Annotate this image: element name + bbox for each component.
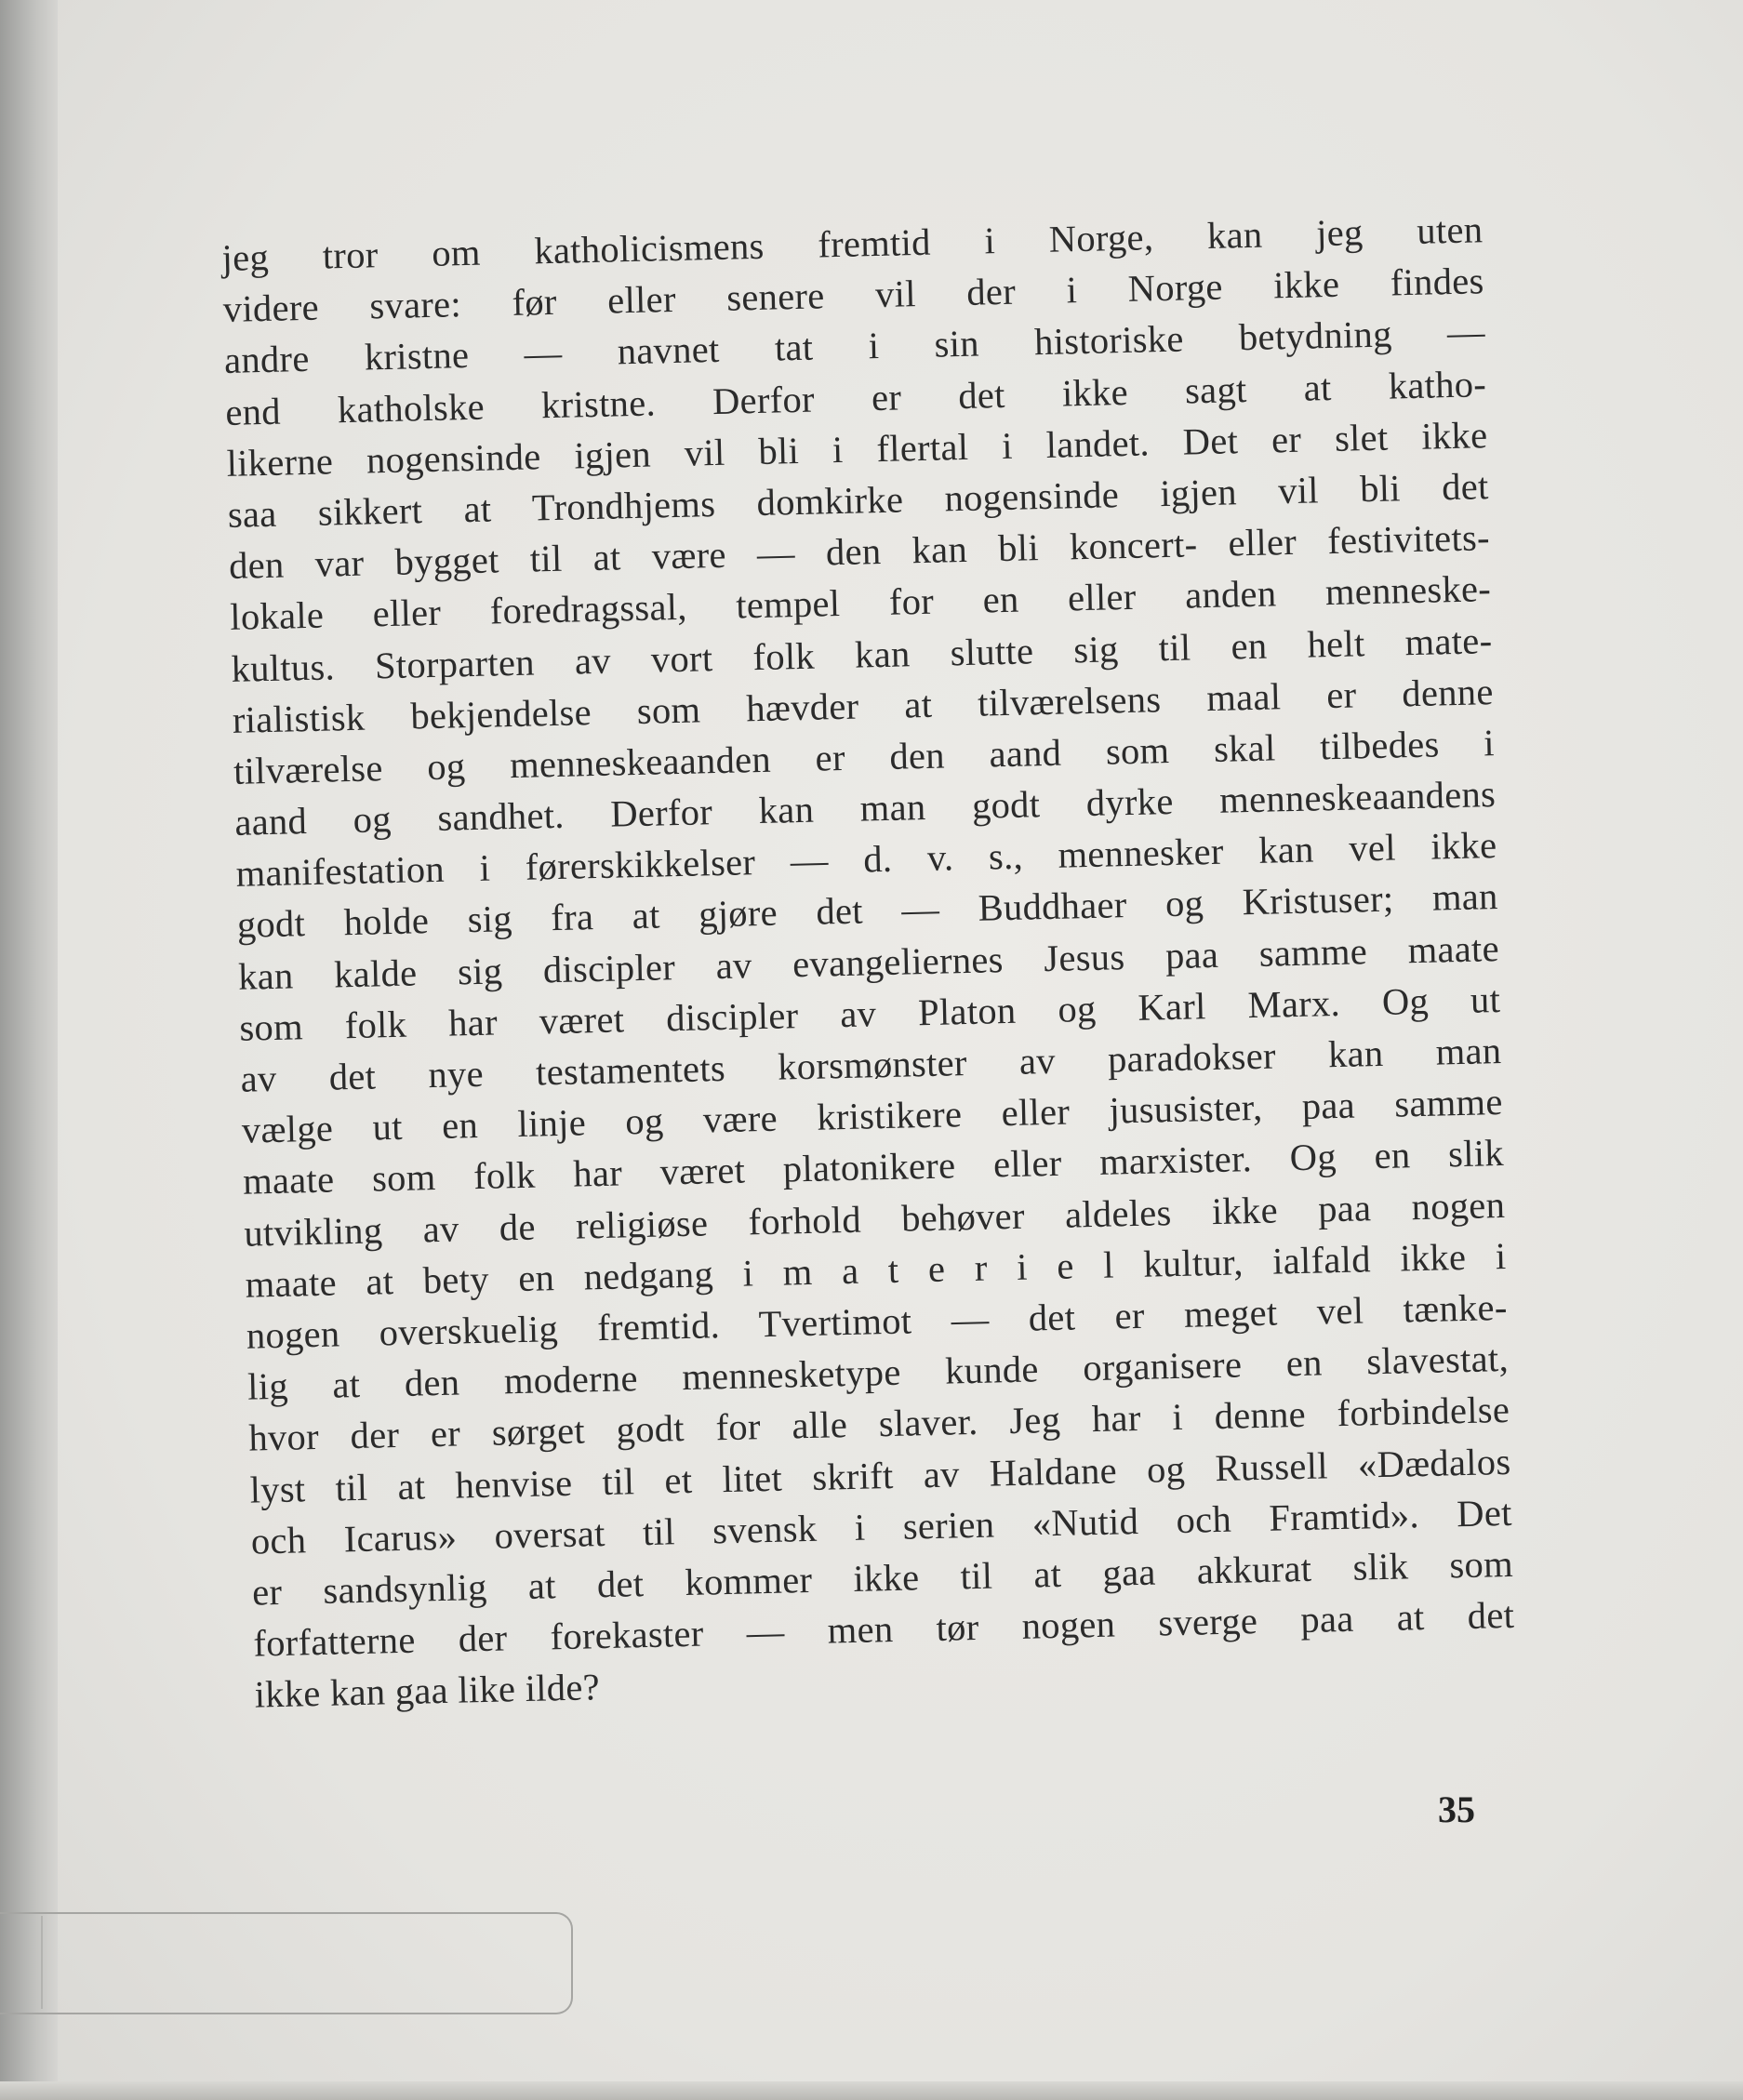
page-number: 35: [1438, 1788, 1475, 1830]
text-line: ikke kan gaa like ilde?: [254, 1666, 601, 1716]
text-line: er sandsynlig at det kommer ikke til at gaa akkurat slik som: [251, 1542, 1514, 1614]
text-line: som folk har været discipler av Platon og Karl Marx. Og ut: [238, 977, 1501, 1049]
text-line: tilværelse og menneskeaanden er den aand som skal tilbedes i: [233, 721, 1496, 792]
text-line: av det nye testamentets korsmønster av paradokser kan man: [240, 1030, 1502, 1100]
text-line: end katholske kristne. Derfor er det ikke sagt at katho-: [224, 362, 1487, 433]
text-line: utvikling av de religiøse forhold behøver aldeles ikke paa nogen: [243, 1183, 1506, 1255]
text-line: nogen overskuelig fremtid. Tvertimot — det er meget vel tænke-: [246, 1285, 1509, 1357]
text-line: aand og sandhet. Derfor kan man godt dyrke menneskeaandens: [233, 773, 1497, 844]
text-line: den var bygget til at være — den kan bli koncert- eller festivitets-: [228, 516, 1491, 588]
text-line: saa sikkert at Trondhjems domkirke nogensinde igjen vil bli det: [227, 465, 1490, 536]
text-line: lokale eller foredragssal, tempel for en eller anden menneske-: [229, 567, 1492, 639]
text-line: rialistisk bekjendelse som hævder at tilværelsens maal er denne: [232, 670, 1495, 741]
text-line: maate som folk har været platonikere eller marxister. Og en slik: [242, 1132, 1505, 1203]
text-line: kan kalde sig discipler av evangeliernes Jesus paa samme maate: [237, 926, 1500, 998]
text-line: lig at den moderne mennesketype kunde organisere en slavestat,: [246, 1337, 1510, 1408]
text-line: godt holde sig fra at gjøre det — Buddhaer og Kristuser; man: [236, 875, 1499, 947]
book-gutter-shadow: [0, 0, 65, 2100]
text-line: lyst til at henvise til et litet skrift av Haldane og Russell «Dædalos: [249, 1440, 1511, 1511]
text-line: andre kristne — navnet tat i sin historiske betydning —: [223, 311, 1486, 382]
text-line: vælge ut en linje og være kristikere eller jususister, paa samme: [241, 1081, 1504, 1151]
text-line: maate at bety en nedgang i m a t e r i e l kultur, ialfald ikke i: [245, 1234, 1507, 1306]
text-line: forfatterne der forekaster — men tør nogen sverge paa at det: [252, 1593, 1515, 1665]
text-line: manifestation i førerskikkelser — d. v. s., mennesker kan vel ikke: [235, 824, 1497, 896]
text-line: videre svare: før eller senere vil der i Norge ikke findes: [222, 259, 1485, 331]
stamp-outline: [0, 1912, 573, 2014]
text-line: kultus. Storparten av vort folk kan slutte sig til en helt mate-: [231, 618, 1493, 690]
text-line: hvor der er sørget godt for alle slaver. Jeg har i denne forbindelse: [247, 1389, 1510, 1459]
page-bottom-edge: [0, 2081, 1743, 2100]
text-line: och Icarus» oversat til svensk i serien «Nutid och Framtid». Det: [250, 1491, 1513, 1562]
text-line: likerne nogensinde igjen vil bli i flertal i landet. Det er slet ikke: [226, 413, 1488, 485]
body-text: [221, 204, 1516, 1721]
stamp-divider: [41, 1916, 43, 2009]
text-line: jeg tror om katholicismens fremtid i Norge, kan jeg uten: [221, 208, 1484, 279]
